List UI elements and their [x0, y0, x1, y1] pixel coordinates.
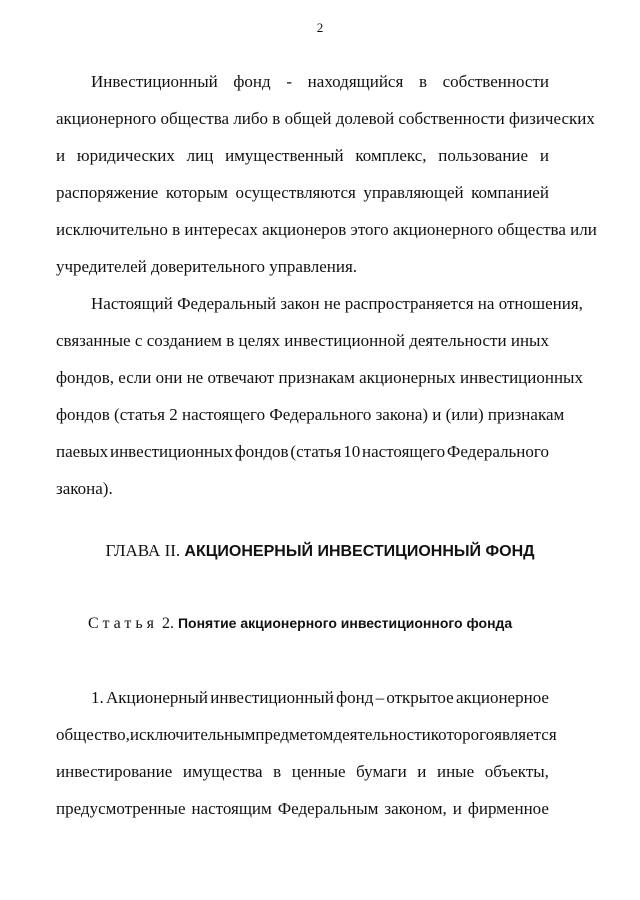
- chapter-prefix: ГЛАВА II.: [105, 541, 181, 560]
- word: имущественный: [225, 146, 344, 165]
- word: 1.: [91, 688, 104, 707]
- word: в: [418, 72, 427, 91]
- word: осуществляются: [235, 183, 356, 202]
- word: ценные: [291, 762, 346, 781]
- text-line: [56, 799, 549, 836]
- word: в: [226, 331, 235, 350]
- word: и: [417, 762, 427, 781]
- word: инвестиционных: [109, 442, 233, 461]
- text-line: [56, 725, 557, 762]
- word: паевых: [56, 442, 109, 461]
- text-line: [56, 479, 549, 516]
- line-text: закона).: [56, 479, 113, 498]
- word: 10: [343, 442, 361, 461]
- chapter-heading: [0, 541, 640, 561]
- word: и: [452, 799, 462, 818]
- paragraph-investment-fund-definition: [56, 72, 597, 294]
- word: предусмотренные: [56, 799, 186, 818]
- text-line: [56, 183, 549, 220]
- word: -: [286, 72, 293, 91]
- word: с: [134, 331, 143, 350]
- text-line: [56, 220, 597, 257]
- word: Акционерный: [106, 688, 208, 707]
- word: пользование: [438, 146, 529, 165]
- word: Федерального: [446, 442, 549, 461]
- word: Федеральным: [277, 799, 379, 818]
- word: лиц: [186, 146, 214, 165]
- word: объекты,: [484, 762, 549, 781]
- word: деятельности: [409, 331, 507, 350]
- paragraph-article-2-clause-1: [56, 688, 557, 836]
- word: иные: [436, 762, 475, 781]
- article-label: Статья: [88, 615, 158, 632]
- text-line: [56, 368, 583, 405]
- word: целях: [238, 331, 280, 350]
- word: инвестирование: [56, 762, 173, 781]
- word: Инвестиционный: [91, 72, 218, 91]
- line-text: исключительно в интересах акционеров этого акционерного общества или: [56, 220, 597, 239]
- line-text: Настоящий Федеральный закон не распространяется на отношения,: [91, 294, 583, 313]
- word: инвестиционный: [210, 688, 334, 707]
- word: является: [494, 725, 557, 744]
- word: иных: [510, 331, 549, 350]
- word: управляющей: [363, 183, 464, 202]
- word: инвестиционной: [284, 331, 405, 350]
- article-number: 2.: [161, 615, 174, 632]
- word: в: [273, 762, 282, 781]
- word: юридических: [76, 146, 175, 165]
- word: распоряжение: [56, 183, 159, 202]
- text-line: [56, 688, 549, 725]
- paragraph-scope-exclusion: [56, 294, 583, 516]
- text-line: [56, 762, 549, 799]
- word: и: [56, 146, 66, 165]
- word: исключительным: [129, 725, 256, 744]
- page-number: 2: [316, 20, 324, 35]
- text-line: [56, 72, 549, 109]
- word: фонд: [233, 72, 271, 91]
- word: созданием: [146, 331, 222, 350]
- word: акционерное: [455, 688, 549, 707]
- text-line: [56, 294, 583, 331]
- word: фонд: [336, 688, 374, 707]
- text-line: [56, 257, 549, 294]
- word: имущества: [182, 762, 263, 781]
- word: открытое: [386, 688, 454, 707]
- word: предметом: [255, 725, 334, 744]
- word: общество,: [56, 725, 130, 744]
- line-text: учредителей доверительного управления.: [56, 257, 358, 276]
- word: связанные: [56, 331, 131, 350]
- text-line: [56, 331, 549, 368]
- word: законом,: [384, 799, 447, 818]
- word: собственности: [442, 72, 549, 91]
- article-heading: [88, 615, 512, 633]
- text-line: [56, 109, 595, 146]
- word: настоящим: [191, 799, 272, 818]
- line-text: фондов, если они не отвечают признакам акционерных инвестиционных: [56, 368, 583, 387]
- word: деятельности: [333, 725, 431, 744]
- word: которого: [430, 725, 495, 744]
- line-text: акционерного общества либо в общей долевой собственности физических: [56, 109, 595, 128]
- text-line: [56, 405, 565, 442]
- text-line: [56, 146, 549, 183]
- word: и: [539, 146, 549, 165]
- word: фондов: [234, 442, 289, 461]
- word: настоящего: [362, 442, 446, 461]
- word: фирменное: [467, 799, 549, 818]
- chapter-title: АКЦИОНЕРНЫЙ ИНВЕСТИЦИОННЫЙ ФОНД: [184, 543, 535, 560]
- word: компанией: [471, 183, 549, 202]
- line-text: фондов (статья 2 настоящего Федерального закона) и (или) признакам: [56, 405, 565, 424]
- word: бумаги: [356, 762, 407, 781]
- word: комплекс,: [355, 146, 427, 165]
- word: которым: [165, 183, 228, 202]
- word: (статья: [290, 442, 342, 461]
- word: –: [375, 688, 385, 707]
- article-title: Понятие акционерного инвестиционного фонда: [177, 615, 513, 631]
- text-line: [56, 442, 549, 479]
- word: находящийся: [307, 72, 404, 91]
